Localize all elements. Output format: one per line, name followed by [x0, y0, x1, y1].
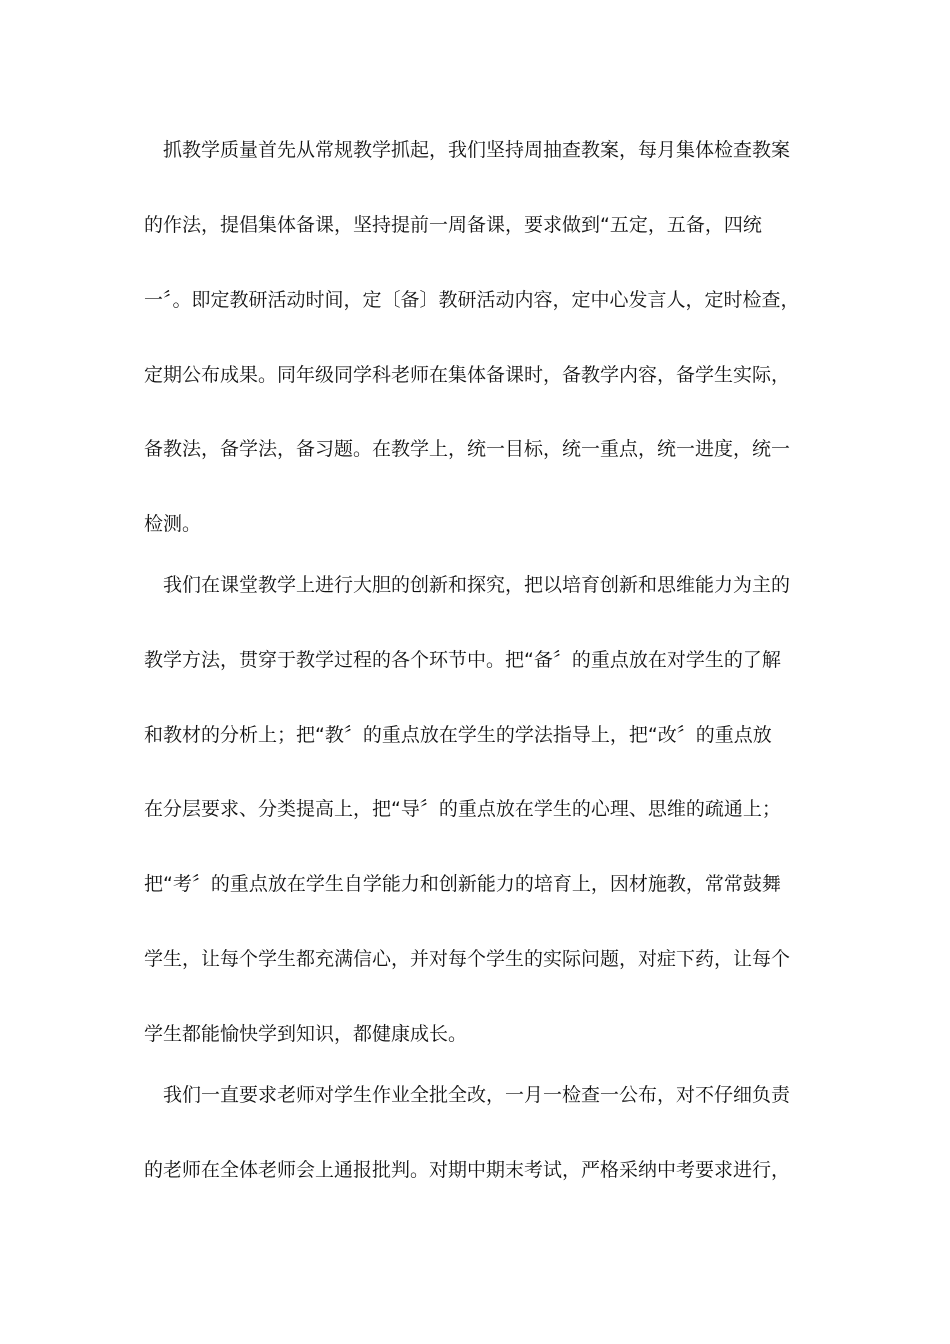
paragraph-1-line-6: 检测。: [144, 513, 202, 535]
paragraph-2-line-2: 教学方法，贯穿于教学过程的各个环节中。把“备〞的重点放在对学生的了解: [144, 649, 781, 671]
paragraph-1-line-5: 备教法，备学法，备习题。在教学上，统一目标，统一重点，统一进度，统一: [144, 438, 791, 460]
paragraph-2-line-3: 和教材的分析上；把“教〞的重点放在学生的学法指导上，把“改〞的重点放: [144, 724, 772, 746]
paragraph-2-line-7: 学生都能愉快学到知识，都健康成长。: [144, 1023, 468, 1045]
paragraph-1-line-4: 定期公布成果。同年级同学科老师在集体备课时，备教学内容，备学生实际，: [144, 364, 791, 386]
paragraph-3-line-1: 我们一直要求老师对学生作业全批全改，一月一检查一公布，对不仔细负责: [144, 1084, 791, 1106]
paragraph-3-line-2: 的老师在全体老师会上通报批判。对期中期末考试，严格采纳中考要求进行，: [144, 1159, 791, 1181]
paragraph-1-line-1: 抓教学质量首先从常规教学抓起，我们坚持周抽查教案，每月集体检查教案: [144, 139, 791, 161]
paragraph-2-line-6: 学生，让每个学生都充满信心，并对每个学生的实际问题，对症下药，让每个: [144, 948, 791, 970]
paragraph-2-line-4: 在分层要求、分类提高上，把“导〞的重点放在学生的心理、思维的疏通上；: [144, 798, 781, 820]
paragraph-1-line-3: 一〞。即定教研活动时间，定〔备〕教研活动内容，定中心发言人，定时检查，: [144, 289, 800, 311]
paragraph-1-line-2: 的作法，提倡集体备课，坚持提前一周备课，要求做到“五定，五备，四统: [144, 214, 762, 236]
paragraph-2-line-5: 把“考〞的重点放在学生自学能力和创新能力的培育上，因材施教，常常鼓舞: [144, 873, 781, 895]
paragraph-2-line-1: 我们在课堂教学上进行大胆的创新和探究，把以培育创新和思维能力为主的: [144, 574, 791, 596]
